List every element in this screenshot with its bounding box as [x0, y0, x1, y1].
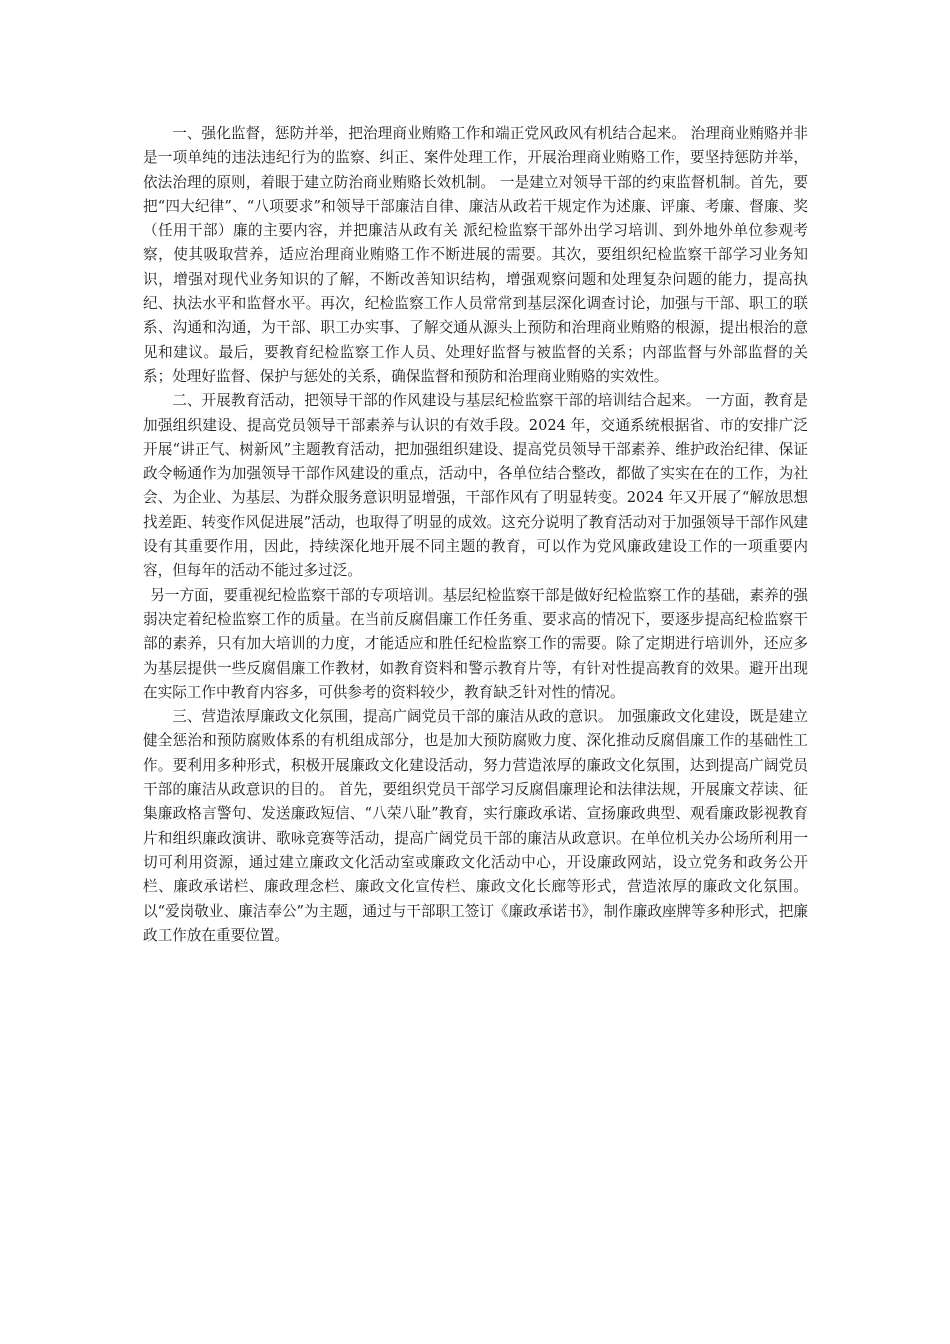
paragraph-4: 三、营造浓厚廉政文化氛围，提高广阔党员干部的廉洁从政的意识。 加强廉政文化建设，既是建立健全惩治和预防腐败体系的有机组成部分，也是加大预防腐败力度、深化推动反腐倡廉工作的基础性工作。要利用多种形式，积极开展廉政文化建设活动，努力营造浓厚的廉政文化氛围，达到提高广阔党员干部的廉洁从政意识的目的。 首先，要组织党员干部学习反腐倡廉理论和法律法规，开展廉文荐读、征集廉政格言警句、发送廉政短信、“八荣八耻”教育，实行廉政承诺、宣扬廉政典型、观看廉政影视教育片和组织廉政演讲、歌咏竞赛等活动，提高广阔党员干部的廉洁从政意识。在单位机关办公场所利用一切可利用资源，通过建立廉政文化活动室或廉政文化活动中心，开设廉政网站，设立党务和政务公开栏、廉政承诺栏、廉政理念栏、廉政文化宣传栏、廉政文化长廊等形式，营造浓厚的廉政文化氛围。以“爱岗敬业、廉洁奉公”为主题，通过与干部职工签订《廉政承诺书》，制作廉政座牌等多种形式，把廉政工作放在重要位置。 [143, 708, 808, 944]
document-body [143, 122, 808, 948]
paragraph-2: 二、开展教育活动，把领导干部的作风建设与基层纪检监察干部的培训结合起来。 一方面，教育是加强组织建设、提高党员领导干部素养与认识的有效手段。2024 年，交通系统根据省、市的安排广泛开展“讲正气、树新风”主题教育活动，把加强组织建设、提高党员领导干部素养、维护政治纪律、保证政令畅通作为加强领导干部作风建设的重点，活动中，各单位结合整改，都做了实实在在的工作，为社会、为企业、为基层、为群众服务意识明显增强，干部作风有了明显转变。2024 年又开展了“解放思想找差距、转变作风促进展”活动，也取得了明显的成效。这充分说明了教育活动对于加强领导干部作风建设有其重要作用，因此，持续深化地开展不同主题的教育，可以作为党风廉政建设工作的一项重要内容，但每年的活动不能过多过泛。 [143, 392, 808, 580]
paragraph-1: 一、强化监督，惩防并举，把治理商业贿赂工作和端正党风政风有机结合起来。 治理商业贿赂并非是一项单纯的违法违纪行为的监察、纠正、案件处理工作，开展治理商业贿赂工作，要坚持惩防并举，依法治理的原则，着眼于建立防治商业贿赂长效机制。 一是建立对领导干部的约束监督机制。首先，要把“四大纪律”、“八项要求”和领导干部廉洁自律、廉洁从政若干规定作为述廉、评廉、考廉、督廉、奖（任用干部）廉的主要内容，并把廉洁从政有关 派纪检监察干部外出学习培训、到外地外单位参观考察，使其吸取营养，适应治理商业贿赂工作不断进展的需要。其次，要组织纪检监察干部学习业务知识，增强对现代业务知识的了解，不断改善知识结构，增强观察问题和处理复杂问题的能力，提高执纪、执法水平和监督水平。再次，纪检监察工作人员常常到基层深化调查讨论，加强与干部、职工的联系、沟通和沟通，为干部、职工办实事、了解交通从源头上预防和治理商业贿赂的根源，提出根治的意见和建议。最后，要教育纪检监察工作人员、处理好监督与被监督的关系；内部监督与外部监督的关系；处理好监督、保护与惩处的关系，确保监督和预防和治理商业贿赂的实效性。 [143, 125, 808, 385]
paragraph-3: 另一方面，要重视纪检监察干部的专项培训。基层纪检监察干部是做好纪检监察工作的基础，素养的强弱决定着纪检监察工作的质量。在当前反腐倡廉工作任务重、要求高的情况下，要逐步提高纪检监察干部的素养，只有加大培训的力度，才能适应和胜任纪检监察工作的需要。除了定期进行培训外，还应多为基层提供一些反腐倡廉工作教材，如教育资料和警示教育片等，有针对性提高教育的效果。避开出现在实际工作中教育内容多，可供参考的资料较少，教育缺乏针对性的情况。 [143, 586, 808, 701]
